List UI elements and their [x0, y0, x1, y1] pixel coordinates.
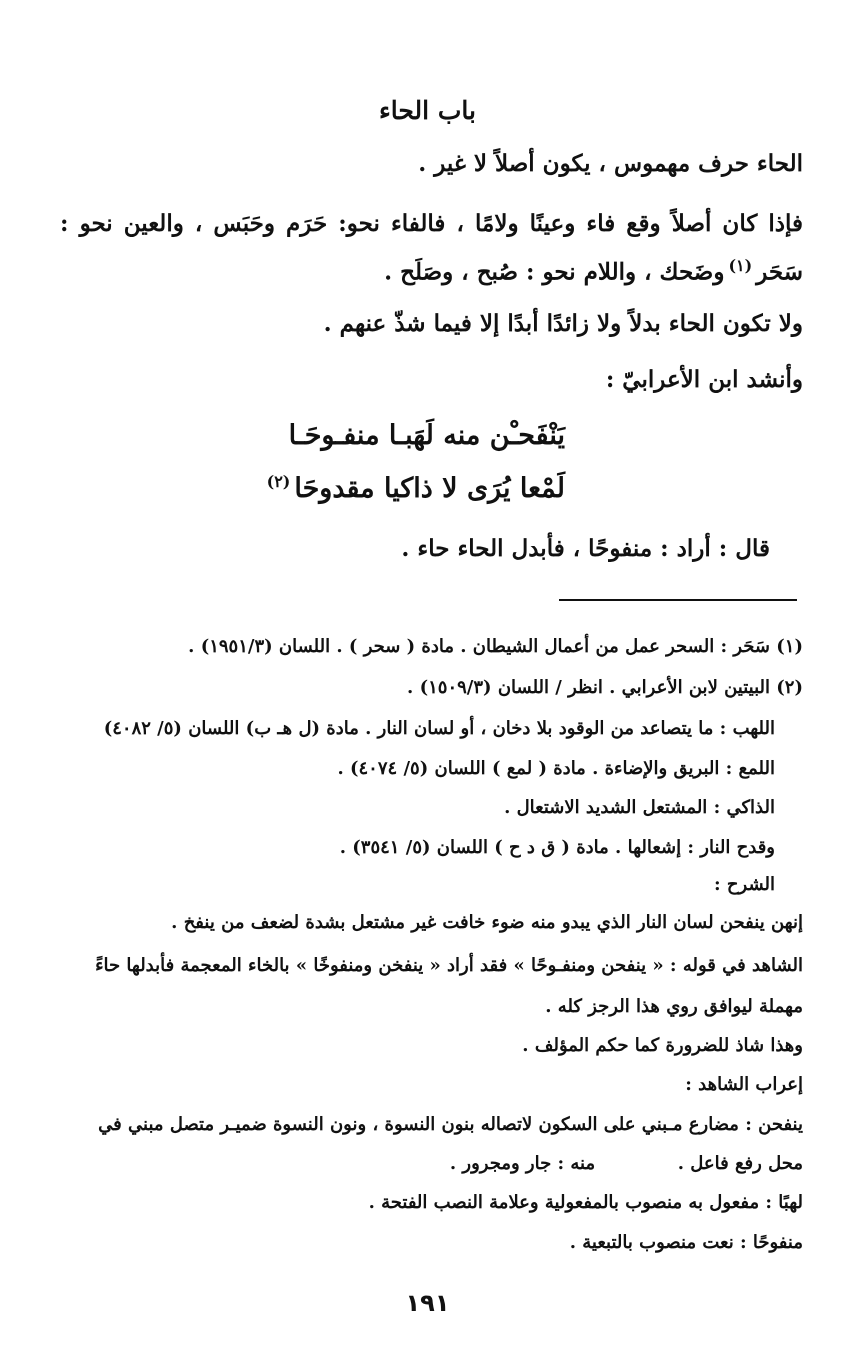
footnote-witness: الشاهد في قوله : « ينفحن ومنفـوحًا » فقد أراد « ينفخن ومنفوخًا » بالخاء المعجمة فأبدلها حاءً: [95, 955, 803, 976]
footnote-parsing-subject-text: محل رفع فاعل .: [677, 1153, 803, 1174]
footnote-qadh: وقدح النار : إشعالها . مادة ( ق د ح ) اللسان (٥/ ٣٥٤١) .: [339, 837, 775, 858]
page-number: ١٩١: [405, 1289, 450, 1317]
paragraph-recitation: وأنشد ابن الأعرابيّ :: [605, 366, 803, 393]
footnote-anomaly: وهذا شاذ للضرورة كما حكم المؤلف .: [522, 1035, 803, 1056]
footnote-2: (٢) البيتين لابن الأعرابي . انظر / اللسان (١٥٠٩/٣) .: [407, 677, 803, 698]
footnote-1: (١) سَحَر : السحر عمل من أعمال الشيطان . مادة ( سحر ) . اللسان (١٩٥١/٣) .: [188, 636, 803, 657]
paragraph-positions-line1: فإذا كان أصلاً وقع فاء وعينًا ولامًا ، فالفاء نحو: حَرَم وحَبَس ، والعين نحو :: [60, 210, 803, 237]
footnote-parsing-minhu: منه : جار ومجرور .: [449, 1153, 596, 1174]
footnote-divider: [559, 599, 797, 601]
footnote-explanation: إنهن ينفحن لسان النار الذي يبدو منه ضوء خافت غير مشتعل بشدة لضعف من ينفخ .: [171, 912, 803, 933]
verse-line-2: [263, 472, 565, 504]
verse-line-1: يَنْفَحـْن منه لَهَبـا منفـوحَـا: [288, 420, 565, 451]
word-sahar: سَحَر: [756, 258, 803, 286]
paragraph-substitution: ولا تكون الحاء بدلاً ولا زائدًا أبدًا إلا فيما شذّ عنهم .: [323, 310, 803, 337]
footnote-ref-2[interactable]: (٢): [266, 472, 291, 491]
footnote-parsing-manfuhan: منفوحًا : نعت منصوب بالتبعية .: [569, 1232, 803, 1253]
footnote-witness-cont: مهملة ليوافق روي هذا الرجز كله .: [545, 996, 803, 1017]
paragraph-positions-line2: [384, 256, 803, 286]
footnote-lahab: اللهب : ما يتصاعد من الوقود بلا دخان ، أو لسان النار . مادة (ل هـ ب) اللسان (٥/ ٤٠٨٢): [103, 718, 775, 739]
footnote-parsing-yanfahna: ينفحن : مضارع مـبني على السكون لاتصاله بنون النسوة ، ونون النسوة ضميـر متصل مبني في: [98, 1114, 803, 1135]
paragraph-positions-rest: وضَحك ، واللام نحو : صُبح ، وصَلَح .: [384, 258, 725, 286]
footnote-ref-1[interactable]: (١): [728, 256, 753, 275]
footnote-dhaki: الذاكي : المشتعل الشديد الاشتعال .: [504, 797, 775, 818]
footnote-parsing-lahaban: لهبًا : مفعول به منصوب بالمفعولية وعلامة النصب الفتحة .: [368, 1192, 803, 1213]
footnote-parsing-heading: إعراب الشاهد :: [685, 1074, 803, 1095]
footnote-lama: اللمع : البريق والإضاءة . مادة ( لمع ) اللسان (٥/ ٤٠٧٤) .: [337, 758, 775, 779]
footnote-explanation-heading: الشرح :: [713, 874, 775, 895]
footnote-parsing-subject: [450, 1153, 803, 1174]
verse-line-2-text: لَمْعا يُرَى لا ذاكيا مقدوحَا: [294, 473, 565, 504]
paragraph-conclusion: قال : أراد : منفوحًا ، فأبدل الحاء حاء .: [401, 535, 770, 562]
paragraph-intro: الحاء حرف مهموس ، يكون أصلاً لا غير .: [418, 150, 803, 177]
chapter-title: باب الحاء: [379, 96, 476, 125]
